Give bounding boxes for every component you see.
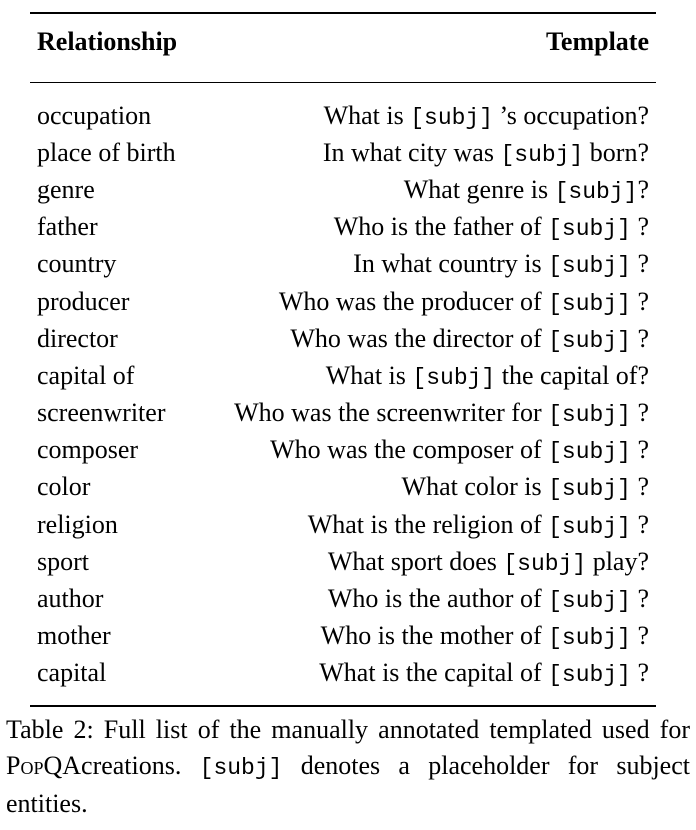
template-cell	[324, 101, 649, 131]
template-text-before: What color is	[401, 472, 549, 502]
subj-placeholder: [subj]	[500, 141, 584, 168]
subj-placeholder: [subj]	[548, 402, 631, 429]
template-text-before: In what city was	[322, 137, 501, 167]
template-text-after: ?	[630, 212, 649, 242]
relationship-cell: author	[37, 584, 104, 614]
template-text-after: play?	[586, 546, 649, 576]
template-cell	[270, 435, 649, 465]
relationship-cell: sport	[37, 546, 89, 576]
subj-placeholder: [subj]	[410, 104, 494, 131]
template-cell	[290, 324, 649, 354]
template-cell	[308, 510, 649, 540]
table-body	[30, 83, 656, 692]
template-text-after: ?	[630, 621, 649, 651]
template-text-before: Who was the producer of	[278, 286, 549, 316]
subj-placeholder: [subj]	[548, 253, 631, 280]
template-cell	[328, 584, 649, 614]
relationship-cell: producer	[37, 286, 130, 316]
table-row	[30, 134, 656, 171]
relationship-cell: director	[37, 323, 118, 353]
table-row	[30, 618, 656, 655]
template-text-after: ?	[630, 249, 649, 279]
template-cell	[319, 658, 649, 688]
table-row	[30, 209, 656, 246]
subj-placeholder: [subj]	[548, 588, 631, 615]
subj-placeholder: [subj]	[548, 439, 631, 466]
relationship-cell: country	[37, 249, 117, 279]
subj-placeholder: [subj]	[554, 178, 638, 205]
subj-placeholder: [subj]	[548, 327, 631, 354]
subj-placeholder: [subj]	[548, 216, 631, 243]
template-text-after: ?	[630, 435, 649, 465]
table-caption	[6, 712, 690, 822]
subj-placeholder: [subj]	[548, 476, 631, 503]
template-cell	[323, 138, 649, 168]
relationship-cell: color	[37, 472, 91, 502]
caption-text-2: creations.	[81, 751, 200, 780]
template-text-before: Who was the screenwriter for	[234, 398, 549, 428]
caption-label: Table 2:	[6, 715, 94, 744]
subj-placeholder: [subj]	[412, 364, 496, 391]
caption-placeholder: [subj]	[199, 755, 283, 781]
template-text-before: Who is the father of	[333, 212, 549, 242]
template-text-before: What is the capital of	[319, 658, 549, 688]
template-text-after: ?	[630, 509, 649, 539]
relationship-cell: capital of	[37, 360, 135, 390]
subj-placeholder: [subj]	[548, 513, 631, 540]
bottom-rule	[30, 705, 656, 707]
subj-placeholder: [subj]	[548, 625, 631, 652]
relationship-cell: screenwriter	[37, 398, 166, 428]
template-cell	[404, 175, 649, 205]
template-text-before: Who is the author of	[327, 584, 549, 614]
template-cell	[328, 547, 649, 577]
header-template: Template	[545, 26, 649, 56]
table-row	[30, 246, 656, 283]
table-row	[30, 580, 656, 617]
relationship-cell: occupation	[37, 100, 152, 130]
template-text-before: In what country is	[353, 249, 549, 279]
table-row	[30, 655, 656, 692]
template-text-before: Who was the composer of	[270, 435, 549, 465]
template-text-before: What is	[323, 100, 411, 130]
template-cell	[326, 361, 649, 391]
header-relationship: Relationship	[37, 26, 178, 56]
relationship-cell: father	[37, 212, 98, 242]
table-row	[30, 171, 656, 208]
template-text-after: ?	[630, 398, 649, 428]
caption-text-1: Full list of the manually annotated templated used for	[93, 715, 691, 744]
template-cell	[402, 472, 649, 502]
template-text-after: ’s occupation?	[493, 100, 649, 130]
template-text-after: ?	[630, 323, 649, 353]
caption-dataset-name: PopQA	[6, 751, 82, 780]
template-text-after: ?	[630, 658, 649, 688]
template-cell	[234, 398, 649, 428]
relationship-cell: genre	[37, 174, 95, 204]
template-text-before: What genre is	[403, 174, 555, 204]
template-cell	[353, 249, 649, 279]
relationship-cell: place of birth	[37, 137, 176, 167]
table-row	[30, 506, 656, 543]
table-row	[30, 432, 656, 469]
template-text-after: ?	[630, 472, 649, 502]
relationship-cell: mother	[37, 621, 111, 651]
template-text-after: ?	[630, 286, 649, 316]
template-cell	[334, 212, 649, 242]
templates-table	[30, 12, 656, 707]
subj-placeholder: [subj]	[548, 290, 631, 317]
template-text-after: ?	[637, 174, 649, 204]
template-text-before: Who was the director of	[290, 323, 549, 353]
subj-placeholder: [subj]	[548, 662, 631, 689]
template-text-after: born?	[583, 137, 649, 167]
template-cell	[321, 621, 649, 651]
template-cell	[279, 287, 649, 317]
subj-placeholder: [subj]	[503, 550, 587, 577]
table-row	[30, 395, 656, 432]
relationship-cell: composer	[37, 435, 139, 465]
template-text-before: What sport does	[327, 546, 504, 576]
template-text-after: the capital of?	[495, 360, 649, 390]
table-row	[30, 543, 656, 580]
relationship-cell: religion	[37, 509, 118, 539]
caption-text-3: denotes a placeholder for subject entities.	[6, 751, 690, 818]
template-text-before: Who is the mother of	[320, 621, 549, 651]
relationship-cell: capital	[37, 658, 107, 688]
template-text-before: What is the religion of	[307, 509, 549, 539]
table-row	[30, 283, 656, 320]
table-row	[30, 469, 656, 506]
table-row	[30, 357, 656, 394]
table-row	[30, 320, 656, 357]
template-text-after: ?	[630, 584, 649, 614]
table-header	[30, 14, 656, 69]
template-text-before: What is	[325, 360, 413, 390]
table-row	[30, 97, 656, 134]
